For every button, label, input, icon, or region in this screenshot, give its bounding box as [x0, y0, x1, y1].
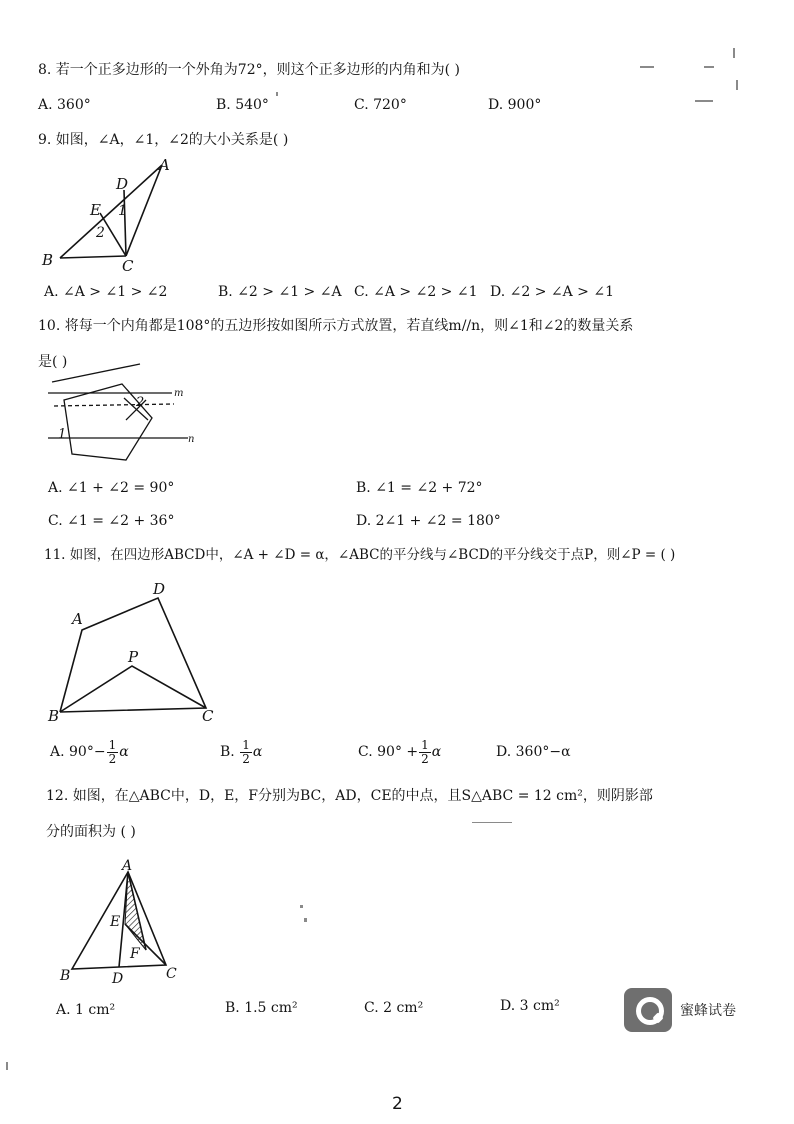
q10-label-n: n [188, 434, 195, 445]
q12-option-b: B. 1.5 cm² [225, 1000, 298, 1016]
fraction-numerator: 1 [108, 737, 117, 752]
q9-label-e: E [90, 201, 101, 219]
q11-option-d-text: 360°−α [515, 744, 571, 760]
q10-stem-line1: 10. 将每一个内角都是108°的五边形按如图所示方式放置，若直线m//n，则∠1和∠2的数量关系 [38, 318, 634, 334]
q8-option-a: A. 360° [38, 97, 91, 113]
q10-option-d: D. 2∠1 + ∠2 = 180° [356, 513, 501, 529]
q12-label-f: F [130, 946, 140, 962]
q9-option-c: C. ∠A > ∠2 > ∠1 [354, 284, 478, 300]
fraction-numerator: 1 [242, 737, 250, 752]
q11-stem: 11. 如图，在四边形ABCD中，∠A + ∠D = α，∠ABC的平分线与∠BCD的平分线交于点P，则∠P = ( ) [44, 547, 676, 563]
q11-label-c: C [202, 707, 214, 725]
q10-stem-line2: 是( ) [38, 354, 68, 370]
q8-option-b: B. 540° [216, 97, 269, 113]
q11-label-d: D [153, 580, 166, 598]
q11-option-c-suffix: α [431, 744, 442, 760]
q11-label-a: A [72, 610, 83, 628]
q9-label-c: C [122, 257, 134, 275]
q10-label-m: m [174, 388, 184, 399]
q12-label-e: E [110, 914, 121, 930]
fraction-denominator: 2 [108, 751, 117, 766]
q11-option-c-prefix: 90° + [377, 744, 419, 760]
q12-option-c: C. 2 cm² [364, 1000, 424, 1016]
q12-stem-line2: 分的面积为 ( ) [46, 824, 136, 840]
q8-stem: 8. 若一个正多边形的一个外角为72°，则这个正多边形的内角和为( ) [38, 62, 460, 78]
q10-option-b: B. ∠1 = ∠2 + 72° [356, 480, 483, 496]
q9-stem: 9. 如图，∠A，∠1，∠2的大小关系是( ) [38, 132, 289, 148]
q11-option-a-suffix: α [119, 744, 129, 760]
q12-label-c: C [166, 966, 177, 982]
q11-label-b: B [48, 707, 60, 725]
q9-label-d: D [116, 175, 129, 193]
q9-label-angle2: 2 [96, 225, 105, 241]
q9-label-b: B [42, 251, 54, 269]
q11-option-b-suffix: α [252, 744, 263, 760]
q11-label-p: P [128, 648, 139, 666]
q12-label-d: D [112, 971, 124, 986]
q11-option-a-letter: A. [50, 744, 65, 760]
q10-option-a: A. ∠1 + ∠2 = 90° [48, 480, 175, 496]
q11-option-d-letter: D. [496, 744, 512, 760]
q11-option-c-letter: C. [358, 744, 373, 760]
watermark-text: 蜜蜂试卷 [680, 1003, 736, 1019]
q9-label-angle1: 1 [118, 203, 127, 219]
q12-option-a: A. 1 cm² [56, 1002, 116, 1018]
q12-label-a: A [122, 858, 133, 874]
q9-option-d: D. ∠2 > ∠A > ∠1 [490, 284, 615, 300]
fraction-denominator: 2 [242, 751, 250, 766]
q9-option-b: B. ∠2 > ∠1 > ∠A [218, 284, 342, 300]
q12-option-d: D. 3 cm² [500, 998, 560, 1014]
q8-option-d: D. 900° [488, 97, 542, 113]
q12-label-b: B [60, 968, 71, 984]
page-number: 2 [392, 1094, 403, 1114]
q9-label-a: A [159, 156, 170, 174]
q9-option-a: A. ∠A > ∠1 > ∠2 [44, 284, 168, 300]
q10-option-c: C. ∠1 = ∠2 + 36° [48, 513, 175, 529]
q10-label-angle1: 1 [58, 427, 67, 442]
q12-stem-line1: 12. 如图，在△ABC中，D，E，F分别为BC，AD，CE的中点，且S△ABC = 12 cm²，则阴影部 [46, 788, 653, 804]
q8-option-c: C. 720° [354, 97, 407, 113]
q11-option-a-prefix: 90°− [69, 744, 106, 760]
q10-label-angle2: 2 [136, 395, 145, 410]
fraction-numerator: 1 [421, 737, 429, 752]
q11-option-b-letter: B. [220, 744, 235, 760]
fraction-denominator: 2 [421, 751, 429, 766]
